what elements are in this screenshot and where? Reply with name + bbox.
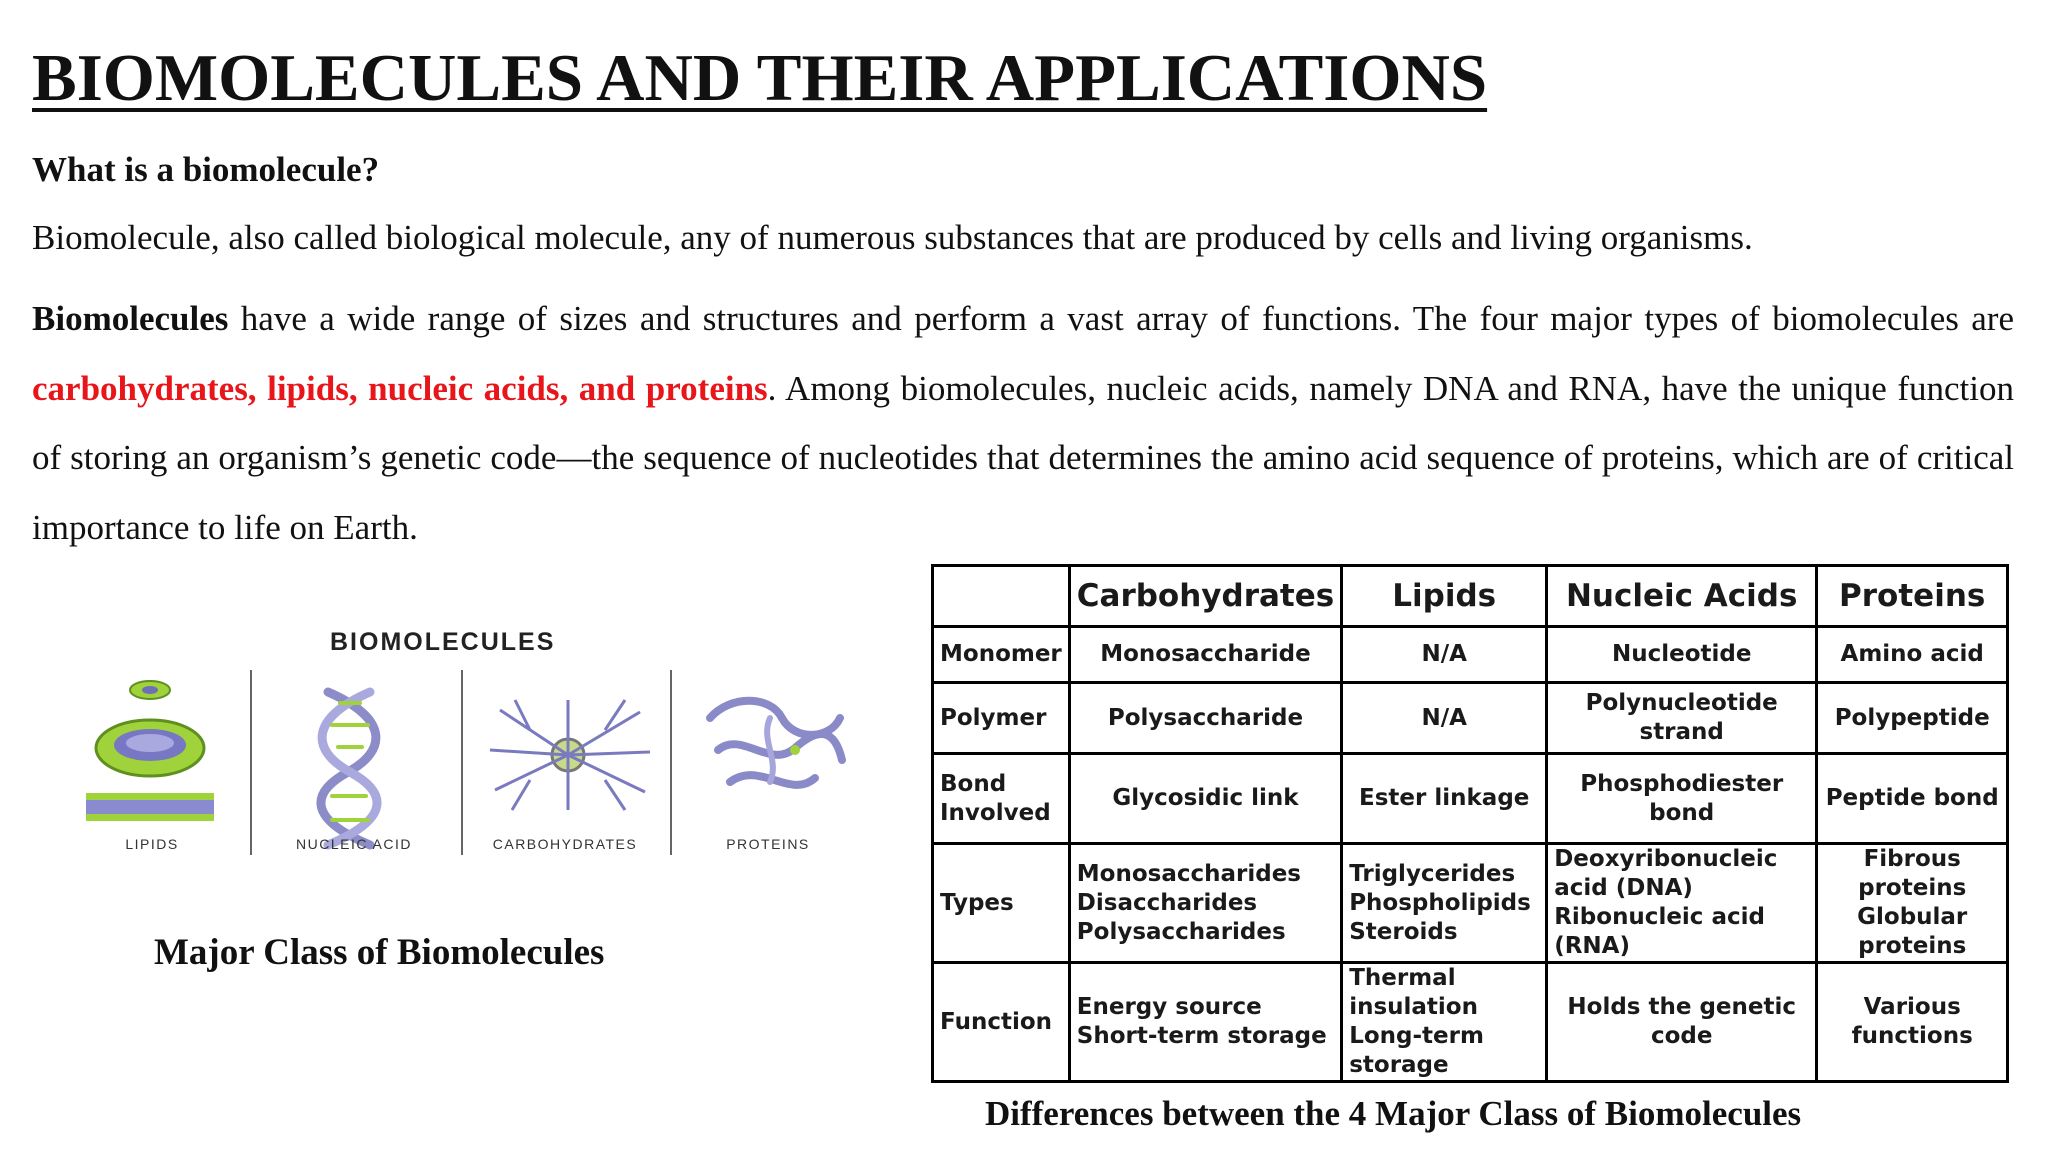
carbohydrate-icon (490, 700, 650, 810)
lipids-label: LIPIDS (125, 836, 179, 852)
proteins-label: PROTEINS (726, 836, 810, 852)
dna-helix-icon (321, 692, 377, 845)
table-cell: Polynucleotide strand (1547, 683, 1817, 754)
table-row (933, 627, 2008, 683)
header-lipids: Lipids (1342, 566, 1547, 627)
table-cell: Energy source Short-term storage (1069, 963, 1341, 1082)
header-nucleic-acids: Nucleic Acids (1547, 566, 1817, 627)
table-cell: Peptide bond (1817, 754, 2008, 844)
lipid-icon (86, 681, 214, 821)
protein-icon (710, 701, 842, 785)
table-row (933, 754, 2008, 844)
section-heading: What is a biomolecule? (32, 150, 380, 189)
row-label: Types (933, 844, 1070, 963)
table-cell: Polysaccharide (1069, 683, 1341, 754)
table-caption: Differences between the 4 Major Class of Biomolecules (985, 1094, 1802, 1133)
table-cell: Deoxyribonucleic acid (DNA) Ribonucleic acid (RNA) (1547, 844, 1817, 963)
table-cell: Monosaccharide (1069, 627, 1341, 683)
body-paragraph (32, 284, 2014, 562)
diagram-heading: BIOMOLECULES (330, 628, 556, 656)
para-text-1: have a wide range of sizes and structures and perform a vast array of functions. The four major types of biomolecules are (228, 299, 2014, 338)
row-label: Polymer (933, 683, 1070, 754)
nucleic-acid-label: NUCLEIC ACID (295, 836, 413, 852)
para-text-2: . Among biomolecules, nucleic acids, namely DNA and RNA, have the unique function of storing an organism’s genetic code—the sequence of nucleotides that determines the amino acid sequence of proteins, which are of critical importance to life on Earth. (32, 368, 2014, 547)
table-cell: Phosphodiester bond (1547, 754, 1817, 844)
carbohydrates-label: CARBOHYDRATES (492, 836, 638, 852)
header-carbohydrates: Carbohydrates (1069, 566, 1341, 627)
highlighted-types: carbohydrates, lipids, nucleic acids, and proteins (32, 368, 768, 408)
row-label: Monomer (933, 627, 1070, 683)
table-row (933, 963, 2008, 1082)
page-title: BIOMOLECULES AND THEIR APPLICATIONS (32, 41, 1488, 115)
table-cell: Amino acid (1817, 627, 2008, 683)
table-cell: Various functions (1817, 963, 2008, 1082)
table-row (933, 683, 2008, 754)
table-cell: Nucleotide (1547, 627, 1817, 683)
table-cell: Glycosidic link (1069, 754, 1341, 844)
comparison-table (931, 564, 2009, 1083)
bold-term: Biomolecules (32, 299, 229, 338)
table-cell: Fibrous proteins Globular proteins (1817, 844, 2008, 963)
header-proteins: Proteins (1817, 566, 2008, 627)
diagram-caption: Major Class of Biomolecules (154, 932, 605, 973)
table-cell: N/A (1342, 683, 1547, 754)
table-cell: N/A (1342, 627, 1547, 683)
table-cell: Holds the genetic code (1547, 963, 1817, 1082)
table-header-row (933, 566, 2008, 627)
intro-paragraph: Biomolecule, also called biological molecule, any of numerous substances that are produced by cells and living organisms. (32, 218, 1753, 257)
table-cell: Thermal insulation Long-term storage (1342, 963, 1547, 1082)
biomolecules-diagram (70, 600, 870, 875)
table-cell: Ester linkage (1342, 754, 1547, 844)
table-row (933, 844, 2008, 963)
row-label: Bond Involved (933, 754, 1070, 844)
row-label: Function (933, 963, 1070, 1082)
table-cell: Monosaccharides Disaccharides Polysaccharides (1069, 844, 1341, 963)
table-cell: Polypeptide (1817, 683, 2008, 754)
header-corner-cell (933, 566, 1070, 627)
table-cell: Triglycerides Phospholipids Steroids (1342, 844, 1547, 963)
